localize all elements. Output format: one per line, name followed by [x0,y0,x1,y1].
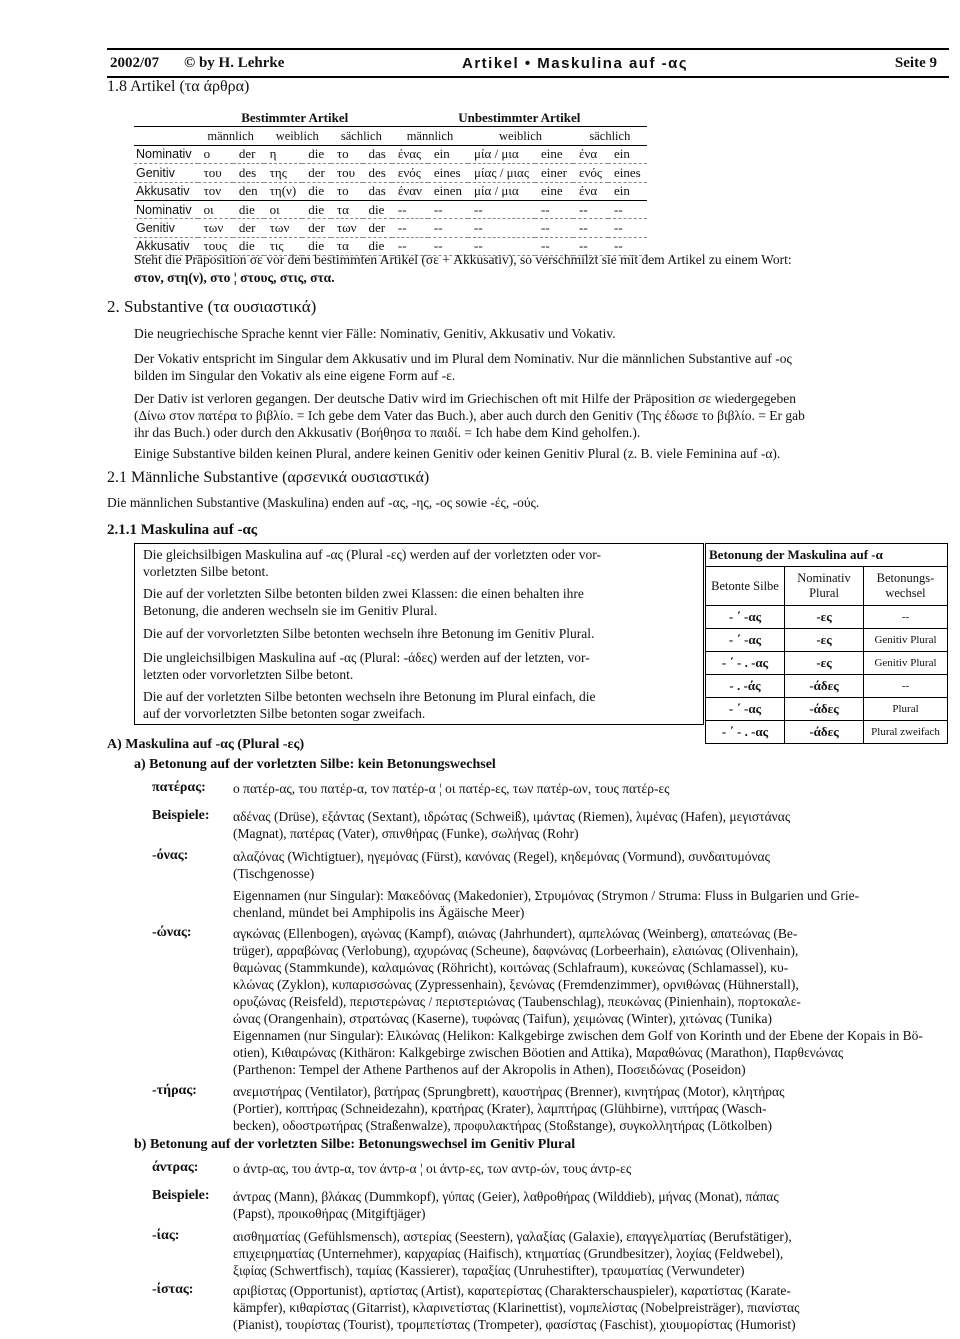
article-cell: die [302,200,331,218]
accent-table-row [706,698,948,721]
section-heading-a: A) Maskulina auf -ας (Plural -ες) [107,737,305,752]
article-cell: ein [428,145,468,163]
article-cell: eines [608,164,647,182]
article-cell: το [331,182,363,200]
article-cell: eine [535,145,573,163]
article-cell: ein [608,145,647,163]
rule-line: letzten oder vorvorletzten Silbe betont. [143,667,354,682]
article-cell: die [302,182,331,200]
paragraph-cases: Die neugriechische Sprache kennt vier Fälle: Nominativ, Genitiv, Akkusativ und Vokativ. [134,326,616,341]
gender-header: sächlich [331,127,392,145]
accent-cell: -- [864,606,948,629]
definite-article-header: Bestimmter Artikel [198,109,392,127]
article-cell: -- [392,219,428,237]
rule-line: Die auf der vorletzten Silbe betonten wechseln ihre Betonung im Plural einfach, die [143,689,596,704]
article-cell: der [302,219,331,237]
accent-cell: - . -άς [706,675,785,698]
article-cell: die [363,237,392,255]
article-table [134,109,647,256]
header-page-number: Seite 9 [894,55,937,71]
article-cell: die [363,200,392,218]
article-cell: der [302,164,331,182]
entry-line: ώνας (Orangenhain), στρατώνας (Kaserne), τυφώνας (Taifun), χειμώνας (Winter), χιτώνας (Tunika) [233,1011,772,1026]
gender-header: männlich [198,127,264,145]
article-cell: eine [535,182,573,200]
rule-line: Die auf der vorvorletzten Silbe betonten wechseln ihre Betonung im Genitiv Plural. [143,626,595,641]
entry-line: ο άντρ-ας, του άντρ-α, τον άντρ-α ¦ οι άντρ-ες, των αντρ-ών, τους άντρ-ες [233,1161,632,1176]
article-cell: μίας / μιας [468,164,535,182]
case-label: Akkusativ [134,182,198,200]
accent-cell: - ΄ -ας [706,698,785,721]
article-cell: -- [535,237,573,255]
article-cell: -- [608,219,647,237]
article-cell: -- [392,200,428,218]
accent-table-title: Betonung der Maskulina auf -α [706,544,948,567]
accent-table-row [706,606,948,629]
accent-cell: -ες [785,652,864,675]
rule-line: vorletzten Silbe betont. [143,564,269,579]
accent-cell: Plural [864,698,948,721]
article-cell: του [198,164,233,182]
rule-line: Die auf der vorletzten Silbe betonten bilden zwei Klassen: die einen behalten ihre [143,586,584,601]
entry-line: επιχειρηματίας (Unternehmer), καρχαρίας (Haifisch), κτηματίας (Grundbesitzer), λοχίας (Feldwebel), [233,1246,784,1261]
entry-line: Eigennamen (nur Singular): Ελικώνας (Helikon: Kalkgebirge zwischen dem Golf von Korinth und der Ebene der Kopais in Bö- [233,1028,923,1043]
case-label: Genitiv [134,219,198,237]
article-cell: η [264,145,303,163]
gender-header: weiblich [468,127,573,145]
article-table-row [134,164,647,182]
entry-line: (Parthenon: Tempel der Athene Parthenos auf der Akropolis in Athen), Ποσειδώνας (Poseidon) [233,1062,746,1077]
gender-header: sächlich [573,127,647,145]
article-cell: ένα [573,145,608,163]
header-copyright: © by H. Lehrke [184,55,285,71]
paragraph-dative-1: Der Dativ ist verloren gegangen. Der deutsche Dativ wird im Griechischen oft mit Hilfe der Präposition σε wiedergegeben [134,391,796,406]
accent-cell: - ΄ -ας [706,606,785,629]
entry-line: κλώνας (Zyklon), κυπαρισσώνας (Zypressenhain), ξενώνας (Fremdenzimmer), ορνιθώνας (Hühnerstall), [233,977,799,992]
preposition-note-line1: Steht die Präposition σε vor dem bestimmten Artikel (σε + Akkusativ), so verschmilzt sie mit dem Artikel zu einem Wort: [134,252,792,267]
entry-line: kämpfer), κιθαρίστας (Gitarrist), κλαρινετίστας (Klarinettist), νομπελίστας (Nobelpreisträger), πιανίστας [233,1300,800,1315]
entry-label: πατέρας: [152,780,206,795]
accent-cell: - ΄ -ας [706,629,785,652]
article-table-row [134,200,647,218]
article-cell: -- [428,200,468,218]
article-cell: die [233,200,264,218]
entry-line: Eigennamen (nur Singular): Μακεδόνας (Makedonier), Στρυμόνας (Strymon / Struma: Fluss in Bulgarien und Grie- [233,888,860,903]
article-cell: ενός [392,164,428,182]
accent-table-row [706,721,948,744]
paragraph-vocative-1: Der Vokativ entspricht im Singular dem Akkusativ und im Plural dem Nominativ. Nur die männlichen Substantive auf -ος [134,351,792,366]
article-cell: τον [198,182,233,200]
section-heading-maskulina-as: 2.1.1 Maskulina auf -ας [107,522,258,538]
article-cell: der [233,219,264,237]
article-cell: die [302,145,331,163]
entry-line: otien), Κιθαιρώνας (Kithäron: Kalkgebirge zwischen Böotien and Attika), Μαραθώνας (Marathon), Παρθενώνας [233,1045,844,1060]
page-header [107,48,949,78]
section-heading-masculine: 2.1 Männliche Substantive (αρσενικά ουσιαστικά) [107,469,430,486]
entry-line: ορυζώνας (Reisfeld), περιστερώνας / περιστεριώνας (Taubenschlag), πευκώνας (Pinienhain), πορτοκαλε- [233,994,801,1009]
entry-line: αισθηματίας (Gefühlsmensch), αστερίας (Seestern), γαλαξίας (Galaxie), επαγγελματίας (Berufstätiger), [233,1229,792,1244]
accent-cell: -- [864,675,948,698]
article-cell: das [363,182,392,200]
entry-label: -ίστας: [152,1282,194,1297]
article-cell: eines [428,164,468,182]
accent-table-row [706,629,948,652]
article-cell: τη(ν) [264,182,303,200]
rule-line: Die ungleichsilbigen Maskulina auf -ας (Plural: -άδες) werden auf der letzten, vor- [143,650,590,665]
accent-cell: -άδες [785,721,864,744]
article-table-row [134,182,647,200]
article-cell: της [264,164,303,182]
accent-cell: - ΄ - . -ας [706,652,785,675]
article-cell: των [331,219,363,237]
preposition-note-line2: στον, στη(ν), στο ¦ στους, στις, στα. [134,270,335,285]
section-heading-substantive: 2. Substantive (τα ουσιαστικά) [107,297,317,316]
accent-col-header: Betonungs-wechsel [864,567,948,606]
article-cell: ο [198,145,233,163]
indefinite-article-header: Unbestimmter Artikel [392,109,647,127]
article-table-row [134,219,647,237]
article-cell: του [331,164,363,182]
header-date: 2002/07 [110,55,160,71]
article-cell: der [363,219,392,237]
article-cell: των [198,219,233,237]
case-label: Nominativ [134,145,198,163]
article-cell: έναν [392,182,428,200]
subheading-b: b) Betonung auf der vorletzten Silbe: Betonungswechsel im Genitiv Plural [134,1137,576,1152]
accent-cell: Genitiv Plural [864,629,948,652]
article-cell: τα [331,237,363,255]
article-cell: ein [608,182,647,200]
entry-label: -τήρας: [152,1083,197,1098]
paragraph-vocative-2: bilden im Singular den Vokativ als eine eigene Form auf -ε. [134,368,456,383]
entry-line: (Tischgenosse) [233,866,315,881]
entry-line: ανεμιστήρας (Ventilator), βατήρας (Sprungbrett), καυστήρας (Brenner), κινητήρας (Motor), κλητήρας [233,1084,785,1099]
entry-line: (Papst), προικοθήρας (Mitgiftjäger) [233,1206,426,1221]
entry-line: (Portier), κοπτήρας (Schneidezahn), κρατήρας (Krater), λαμπτήρας (Glühbirne), νιπτήρας (Wasch- [233,1101,767,1116]
case-label: Genitiv [134,164,198,182]
article-cell: -- [428,219,468,237]
entry-line: άντρας (Mann), βλάκας (Dummkopf), γύπας (Geier), λαθροθήρας (Wilddieb), μήνας (Monat), πάπας [233,1189,779,1204]
subheading-a: a) Betonung auf der vorletzten Silbe: kein Betonungswechsel [134,757,496,772]
entry-line: (Pianist), τουρίστας (Tourist), τρομπετίστας (Trompeter), φασίστας (Faschist), χιουμορίστας (Humorist) [233,1317,796,1332]
case-label: Nominativ [134,200,198,218]
rule-line: auf der vorvorletzten Silbe betonten sogar zweifach. [143,706,426,721]
article-cell: το [331,145,363,163]
accent-cell: - ΄ - . -ας [706,721,785,744]
accent-cell: Genitiv Plural [864,652,948,675]
article-cell: des [363,164,392,182]
article-cell: die [302,237,331,255]
rule-line: Die gleichsilbigen Maskulina auf -ας (Plural -ες) werden auf der vorletzten oder vor- [143,547,602,562]
article-cell: -- [468,237,535,255]
article-cell: τους [198,237,233,255]
accent-cell: -ες [785,606,864,629]
accent-cell: -ες [785,629,864,652]
paragraph-plural: Einige Substantive bilden keinen Plural, andere keinen Genitiv oder keinen Genitiv Plural (z. B. viele Feminina auf -α). [134,446,781,461]
article-cell: das [363,145,392,163]
article-cell: -- [573,219,608,237]
rules-box [134,543,704,725]
paragraph-dative-2: (Δίνω στον πατέρα το βιβλίο. = Ich gebe dem Vater das Buch.), aber auch durch den Genitiv (Της έδωσε το βιβλίο. = Er gab [134,408,805,423]
accent-table-row [706,675,948,698]
accent-table [705,543,948,744]
accent-cell: -άδες [785,698,864,721]
article-cell: οι [264,200,303,218]
article-cell: -- [535,219,573,237]
gender-header: männlich [392,127,468,145]
entry-label: άντρας: [152,1160,199,1175]
entry-label: -ίας: [152,1228,180,1243]
paragraph-dative-3: ihr das Buch.) oder durch den Akkusativ (Βοήθησα το παιδί. = Ich habe dem Kind geholfen.). [134,425,641,440]
rule-line: Betonung, die anderen wechseln sie im Genitiv Plural. [143,603,438,618]
entry-line: αριβίστας (Opportunist), αρτίστας (Artist), καρατερίστας (Charakterschauspieler), καρατίστας (Karate- [233,1283,791,1298]
article-cell: ένας [392,145,428,163]
entry-line: chenland, mündet bei Amphipolis ins Ägäische Meer) [233,905,525,920]
article-cell: einen [428,182,468,200]
article-cell: den [233,182,264,200]
article-cell: -- [392,237,428,255]
accent-cell: -άδες [785,675,864,698]
accent-col-header: Nominativ Plural [785,567,864,606]
accent-table-wrapper [705,543,948,744]
entry-line: θαμώνας (Stammkunde), καλαμώνας (Röhricht), κοιτώνας (Schlafraum), κυκεώνας (Schlamassel), κυ- [233,960,789,975]
masculine-endings: Die männlichen Substantive (Maskulina) enden auf -ας, -ης, -ος sowie -ές, -ούς. [107,495,540,510]
article-cell: μία / μια [468,182,535,200]
accent-cell: Plural zweifach [864,721,948,744]
entry-line: trüger), αρραβώνας (Verlobung), αχυρώνας (Scheune), δαφνώνας (Lorbeerhain), ελαιώνας (Olivenhain), [233,943,799,958]
entry-line: (Magnat), πατέρας (Vater), σπινθήρας (Funke), σωλήνας (Rohr) [233,826,579,841]
article-cell: τις [264,237,303,255]
entry-line: αγκώνας (Ellenbogen), αγώνας (Kampf), αιώνας (Jahrhundert), αμπελώνας (Weinberg), απατεώνας (Be- [233,926,798,941]
case-label: Akkusativ [134,237,198,255]
entry-label: -ώνας: [152,925,192,940]
article-cell: der [233,145,264,163]
entry-line: αδένας (Drüse), εξάντας (Sextant), ιδρώτας (Schweiß), ιμάντας (Riemen), λιμένας (Hafen), μεγιστάνας [233,809,791,824]
article-cell: des [233,164,264,182]
entry-line: αλαζόνας (Wichtigtuer), ηγεμόνας (Fürst), κανόνας (Regel), κηδεμόνας (Vormund), συνδαιτυμόνας [233,849,770,864]
article-table-row [134,145,647,163]
article-cell: -- [608,200,647,218]
article-cell: -- [573,200,608,218]
article-cell: οι [198,200,233,218]
article-cell: -- [468,219,535,237]
article-cell: ένα [573,182,608,200]
section-heading-articles: 1.8 Artikel (τα άρθρα) [107,78,250,95]
article-cell: των [264,219,303,237]
entry-line: ξιφίας (Schwertfisch), ταμίας (Kassierer), ταραξίας (Unruhestifter), τραυματίας (Verwundeter) [233,1263,745,1278]
entry-line: ο πατέρ-ας, του πατέρ-α, τον πατέρ-α ¦ οι πατέρ-ες, των πατέρ-ων, τους πατέρ-ες [233,781,670,796]
article-cell: -- [573,237,608,255]
article-cell: -- [428,237,468,255]
article-cell: μία / μια [468,145,535,163]
entry-line: becken), οδοστρωτήρας (Straßenwalze), προφυλακτήρας (Stoßstange), συγκολλητήρας (Lötkolben) [233,1118,773,1133]
article-cell: einer [535,164,573,182]
accent-table-row [706,652,948,675]
entry-label: -όνας: [152,848,189,863]
article-cell: -- [535,200,573,218]
header-title: Artikel • Maskulina auf -ας [462,55,689,72]
article-cell: die [233,237,264,255]
article-cell: τα [331,200,363,218]
article-cell: -- [608,237,647,255]
entry-label: Beispiele: [152,1188,210,1203]
entry-label: Beispiele: [152,808,210,823]
article-cell: ενός [573,164,608,182]
accent-col-header: Betonte Silbe [706,567,785,606]
article-cell: -- [468,200,535,218]
gender-header: weiblich [264,127,331,145]
